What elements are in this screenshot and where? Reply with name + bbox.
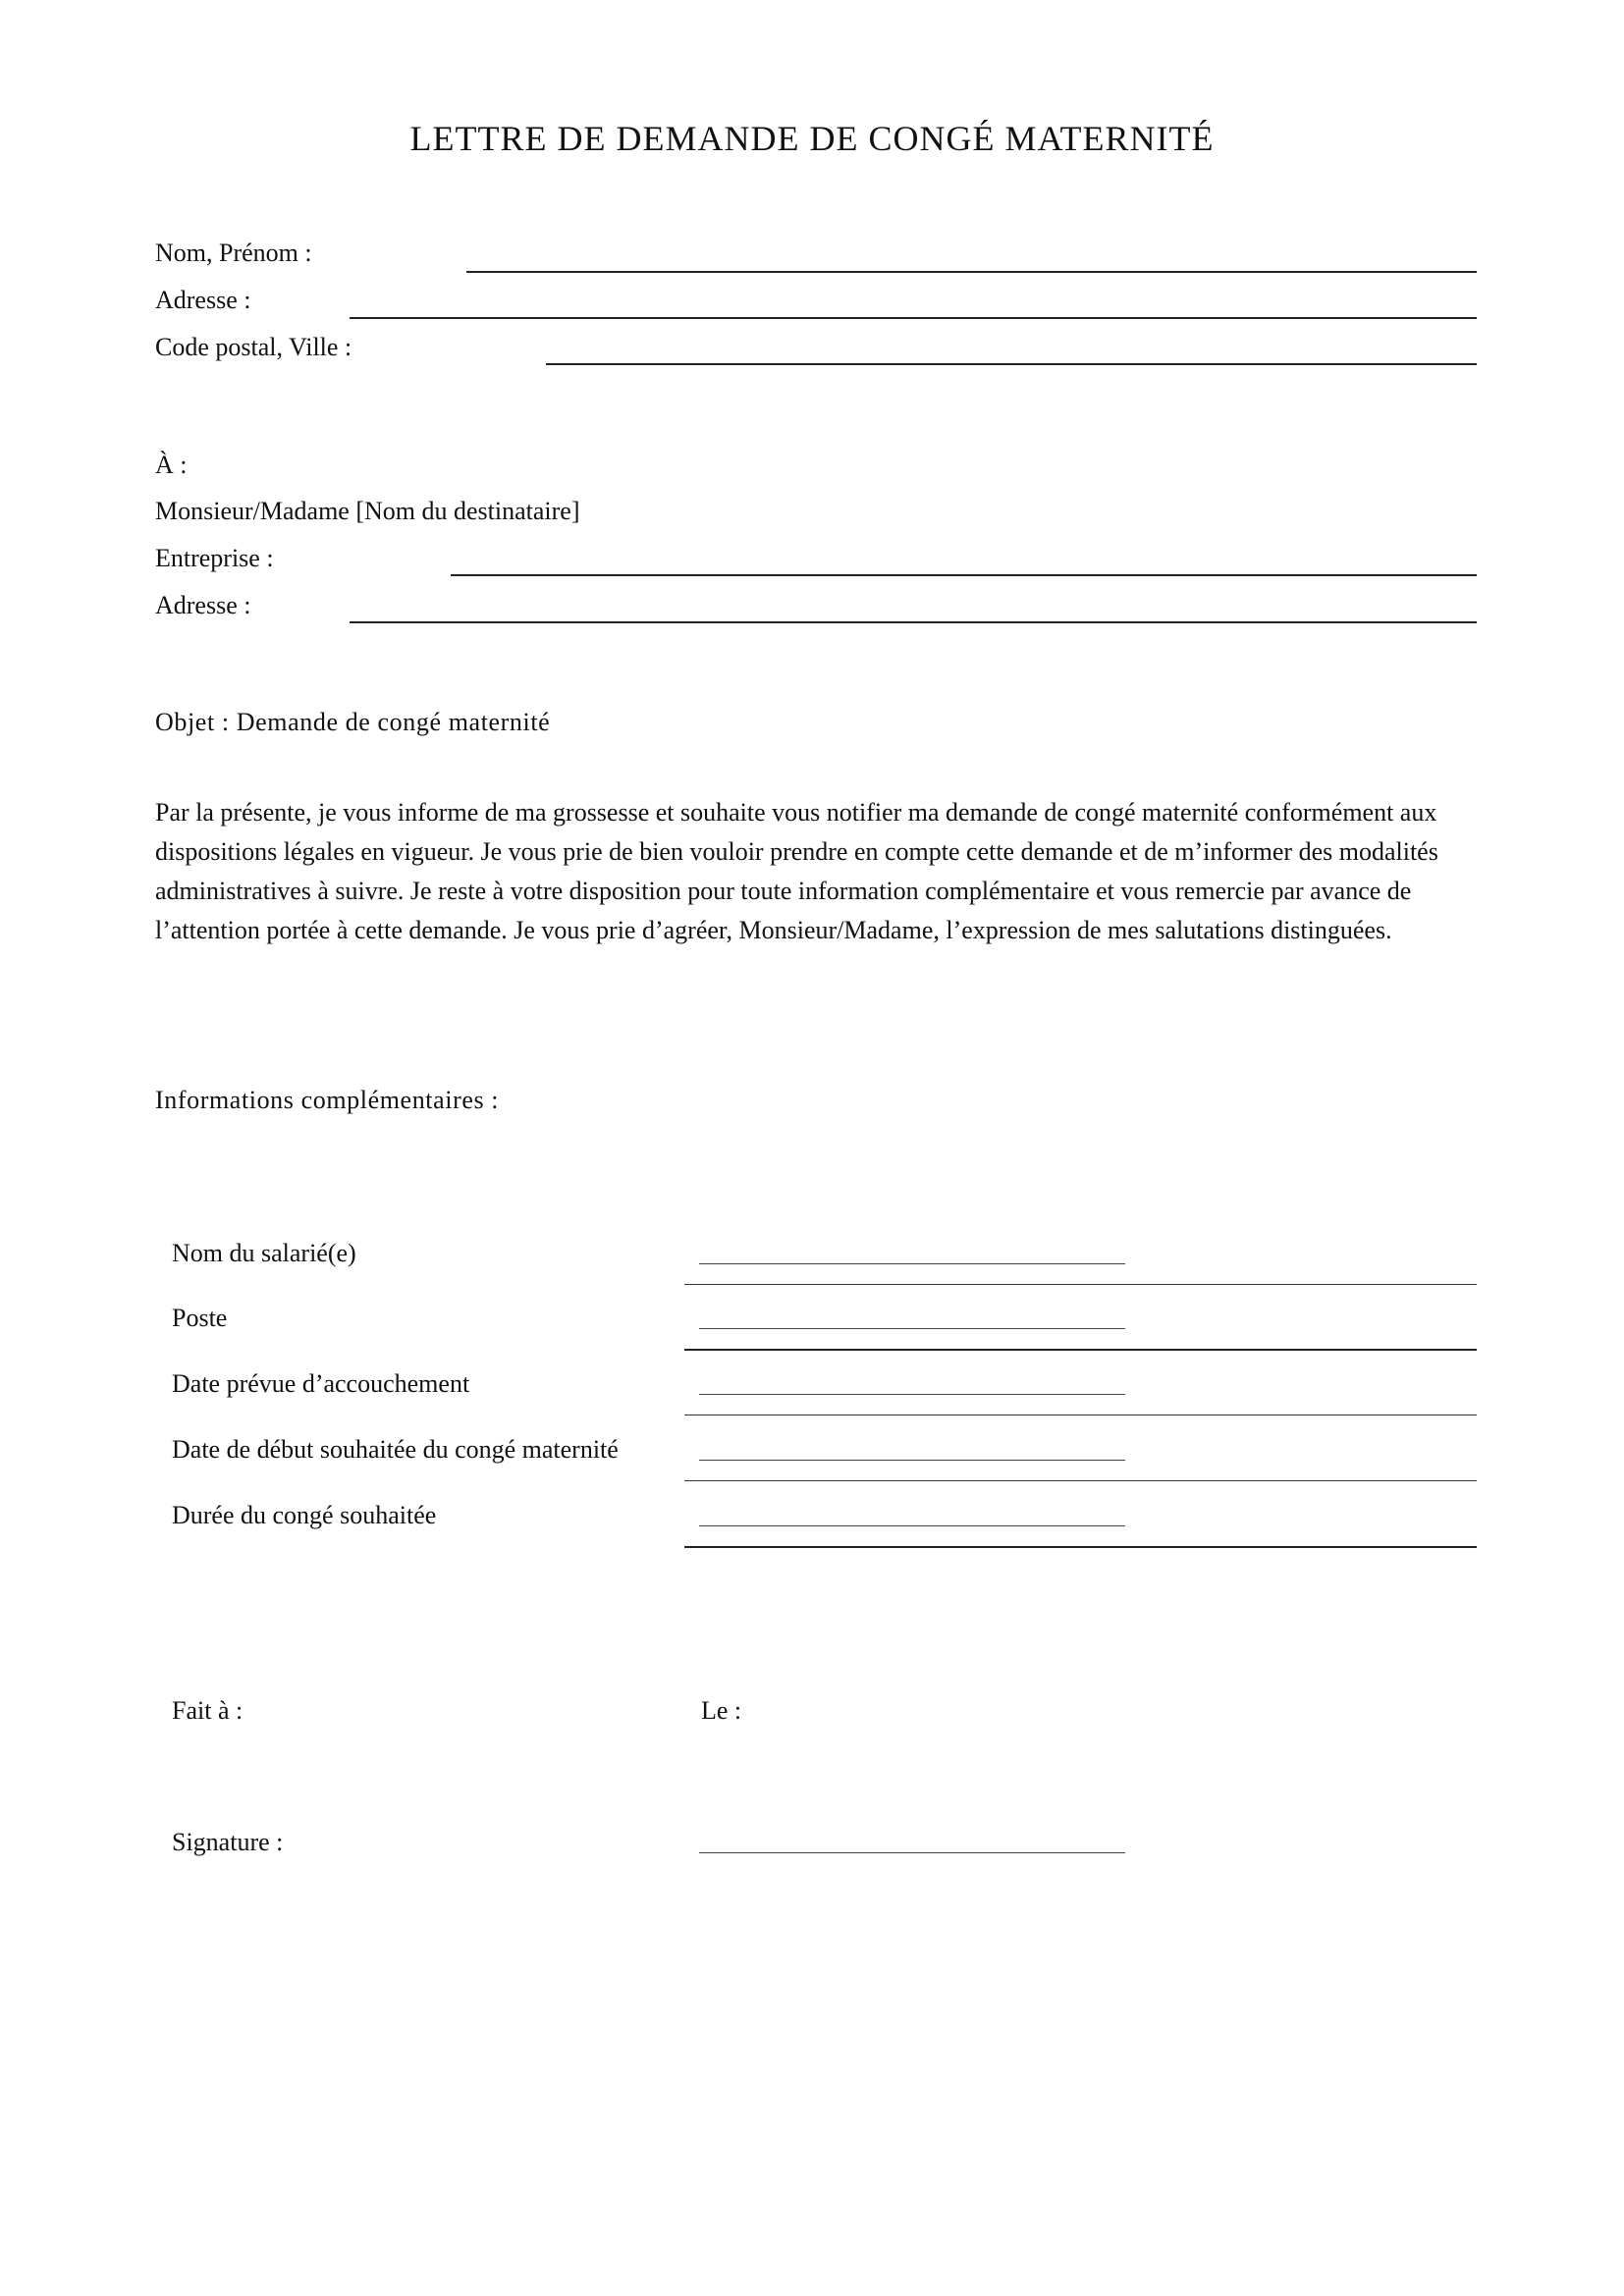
info-row-label-start-date: Date de début souhaitée du congé maternité bbox=[172, 1435, 619, 1464]
recipient-address-field[interactable] bbox=[350, 621, 1477, 623]
info-row-divider bbox=[684, 1349, 1477, 1351]
sender-address-field[interactable] bbox=[350, 317, 1477, 319]
place-label: Fait à : bbox=[172, 1696, 244, 1725]
info-row-blank-due-date[interactable] bbox=[699, 1394, 1125, 1395]
recipient-to-label: À : bbox=[155, 451, 188, 479]
recipient-company-field[interactable] bbox=[451, 574, 1477, 576]
date-label: Le : bbox=[701, 1696, 742, 1725]
sender-name-field[interactable] bbox=[466, 271, 1477, 273]
sender-postal-label: Code postal, Ville : bbox=[155, 333, 352, 361]
sender-postal-field[interactable] bbox=[546, 363, 1477, 365]
info-row-label-employee-name: Nom du salarié(e) bbox=[172, 1239, 356, 1267]
info-row-divider bbox=[684, 1284, 1477, 1285]
subject-line: Objet : Demande de congé maternité bbox=[155, 708, 551, 736]
page-title: LETTRE DE DEMANDE DE CONGÉ MATERNITÉ bbox=[409, 119, 1215, 158]
info-row-divider bbox=[684, 1480, 1477, 1481]
info-row-blank-duration[interactable] bbox=[699, 1525, 1125, 1526]
recipient-company-label: Entreprise : bbox=[155, 544, 274, 572]
info-row-label-due-date: Date prévue d’accouchement bbox=[172, 1369, 470, 1398]
signature-field[interactable] bbox=[699, 1852, 1125, 1853]
body-paragraph: Par la présente, je vous informe de ma grossesse et souhaite vous notifier ma demande de congé maternité conformément aux dispositions légales en vigueur. Je vous prie de bien vouloir prendre en compte cette demande et de m’informer des modalités administratives à suivre. Je reste à votre disposition pour toute information complémentaire et vous remercie par avance de l’attention portée à cette demande. Je vous prie d’agréer, Monsieur/Madame, l’expression de mes salutations distinguées. bbox=[155, 798, 1438, 944]
recipient-address-label: Adresse : bbox=[155, 591, 251, 619]
info-row-label-position: Poste bbox=[172, 1304, 228, 1332]
recipient-name-line: Monsieur/Madame [Nom du destinataire] bbox=[155, 497, 580, 525]
info-row-label-duration: Durée du congé souhaitée bbox=[172, 1501, 437, 1529]
info-row-blank-employee-name[interactable] bbox=[699, 1263, 1125, 1264]
sender-name-label: Nom, Prénom : bbox=[155, 239, 312, 267]
info-row-blank-start-date[interactable] bbox=[699, 1460, 1125, 1461]
sender-address-label: Adresse : bbox=[155, 286, 251, 314]
info-heading: Informations complémentaires : bbox=[155, 1086, 500, 1114]
info-row-blank-position[interactable] bbox=[699, 1328, 1125, 1329]
signature-label: Signature : bbox=[172, 1828, 284, 1856]
info-row-divider bbox=[684, 1546, 1477, 1548]
